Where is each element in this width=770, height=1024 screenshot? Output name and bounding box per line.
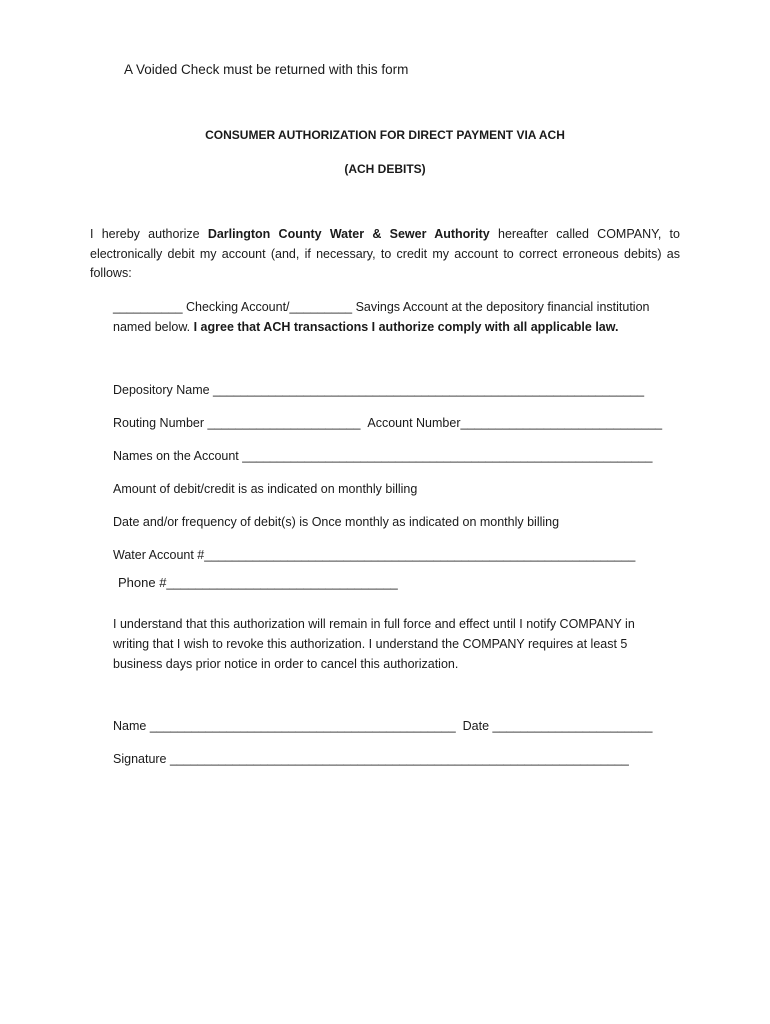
routing-account-row (113, 416, 662, 430)
depository-name-field[interactable]: Depository Name ______________________________________________________________ (113, 383, 645, 397)
date-field[interactable]: Date _______________________ (462, 719, 653, 733)
routing-number-field[interactable]: Routing Number ______________________ (113, 416, 361, 430)
names-on-account-field[interactable]: Names on the Account ___________________________________________________________ (113, 449, 653, 463)
account-type-text: __________ Checking Account/_________ Savings Account at the depository financial institution named below. (113, 300, 650, 334)
amount-statement: Amount of debit/credit is as indicated on monthly billing (113, 482, 418, 496)
form-title: CONSUMER AUTHORIZATION FOR DIRECT PAYMENT VIA ACH (205, 128, 565, 142)
frequency-statement: Date and/or frequency of debit(s) is Once monthly as indicated on monthly billing (113, 515, 560, 529)
name-field[interactable]: Name ____________________________________________ (113, 719, 456, 733)
intro-suffix: hereafter called COMPANY, to electronically debit my account (and, if necessary, to credit my account to correct erroneous debits) as follows: (90, 227, 680, 280)
account-type-paragraph (113, 297, 683, 337)
intro-prefix: I hereby authorize (90, 227, 208, 241)
ach-agreement: I agree that ACH transactions I authorize comply with all applicable law. (193, 320, 619, 334)
company-name: Darlington County Water & Sewer Authority (207, 227, 490, 241)
phone-field[interactable]: Phone #________________________________ (118, 575, 398, 590)
account-number-field[interactable]: Account Number_____________________________ (367, 416, 663, 430)
revocation-paragraph: I understand that this authorization will remain in full force and effect until I notify COMPANY in writing that I wish to revoke this authorization. I understand the COMPANY requires at least 5 business days prior notice in order to cancel this authorization. (113, 617, 635, 671)
authorization-paragraph (90, 225, 680, 284)
name-date-row (113, 719, 652, 733)
signature-field[interactable]: Signature __________________________________________________________________ (113, 752, 629, 766)
water-account-field[interactable]: Water Account #______________________________________________________________ (113, 548, 636, 562)
form-subtitle: (ACH DEBITS) (344, 162, 426, 176)
voided-check-notice: A Voided Check must be returned with this form (124, 62, 409, 77)
